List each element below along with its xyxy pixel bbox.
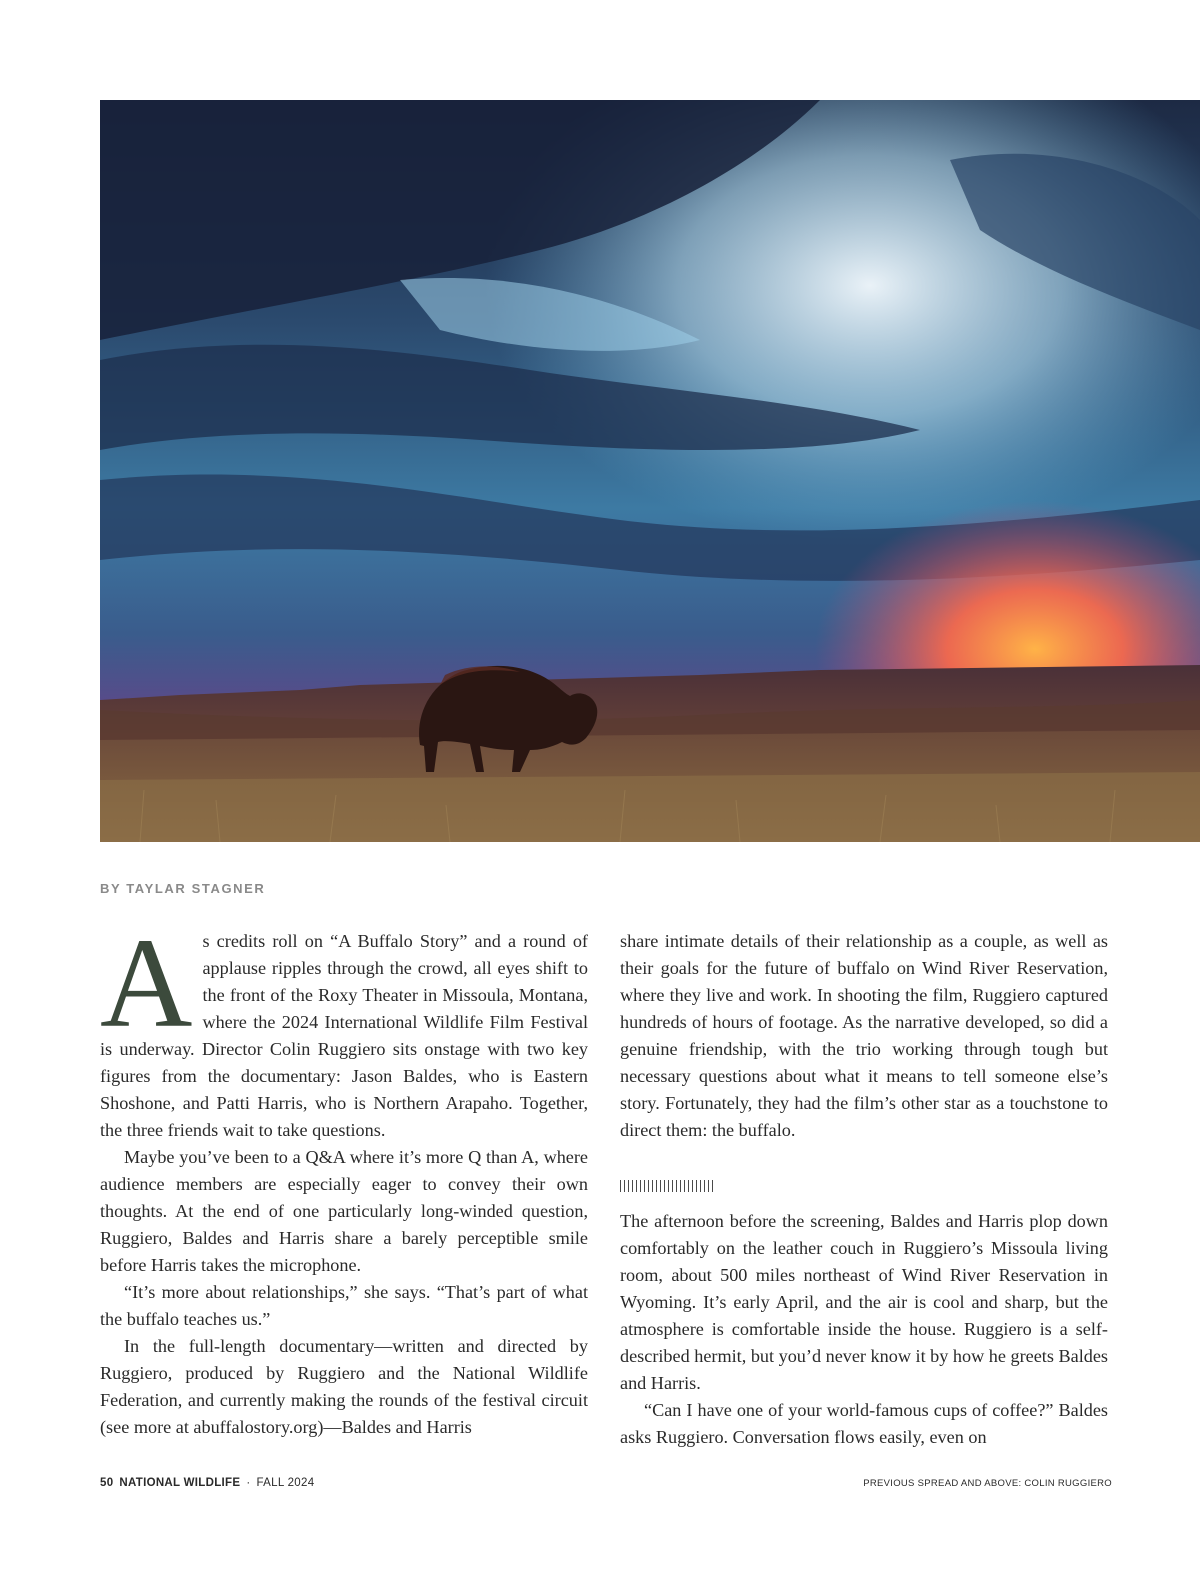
section-break-ornament — [620, 1180, 716, 1192]
paragraph: “It’s more about relationships,” she says. “That’s part of what the buffalo teaches us.” — [100, 1282, 588, 1329]
hero-photo — [100, 100, 1200, 842]
paragraph-text: s credits roll on “A Buffalo Story” and a round of applause ripples through the crowd, all eyes shift to the front of the Roxy Theater in Missoula, Montana, where the 2024 International Wildlife Film Festival is underway. Director Colin Ruggiero sits onstage with two key figures from the documentary: Jason Baldes, who is Eastern Shoshone, and Patti Harris, who is Northern Arapaho. Together, the three friends wait to take questions. — [100, 931, 588, 1140]
folio-separator: · — [246, 1477, 251, 1489]
article-column-right — [620, 928, 1108, 1451]
paragraph: In the full-length documentary—written and directed by Ruggiero, produced by Ruggiero and the National Wildlife Federation, and currently making the rounds of the festival circuit (see more at abuffalostory.org)—Baldes and Harris — [100, 1336, 588, 1437]
article-column-left — [100, 912, 588, 1441]
photo-credit: PREVIOUS SPREAD AND ABOVE: COLIN RUGGIERO — [863, 1478, 1112, 1489]
paragraph — [100, 912, 588, 1144]
paragraph: “Can I have one of your world-famous cups of coffee?” Baldes asks Ruggiero. Conversation flows easily, even on — [620, 1400, 1108, 1447]
buffalo-prairie-storm-photo — [100, 100, 1200, 842]
paragraph: share intimate details of their relationship as a couple, as well as their goals for the future of buffalo on Wind River Reservation, where they live and work. In shooting the film, Ruggiero captured hundreds of hours of footage. As the narrative developed, so did a genuine friendship, with the trio working through tough but necessary questions about what it means to tell someone else’s story. Fortunately, they had the film’s other star as a touchstone to direct them: the buffalo. — [620, 931, 1108, 1140]
folio — [100, 1477, 314, 1489]
issue-label: FALL 2024 — [256, 1477, 315, 1489]
magazine-name: NATIONAL WILDLIFE — [119, 1477, 241, 1489]
paragraph: The afternoon before the screening, Baldes and Harris plop down comfortably on the leather couch in Ruggiero’s Missoula living room, about 500 miles northeast of Wind River Reservation in Wyoming. It’s early April, and the air is cool and sharp, but the atmosphere is comfortable inside the house. Ruggiero is a self-described hermit, but you’d never know it by how he greets Baldes and Harris. — [620, 1211, 1108, 1393]
drop-cap: A — [100, 912, 193, 1054]
byline: BY TAYLAR STAGNER — [100, 881, 266, 896]
page-number: 50 — [100, 1477, 114, 1489]
paragraph: Maybe you’ve been to a Q&A where it’s more Q than A, where audience members are especially eager to convey their own thoughts. At the end of one particularly long-winded question, Ruggiero, Baldes and Harris share a barely perceptible smile before Harris takes the microphone. — [100, 1147, 588, 1275]
